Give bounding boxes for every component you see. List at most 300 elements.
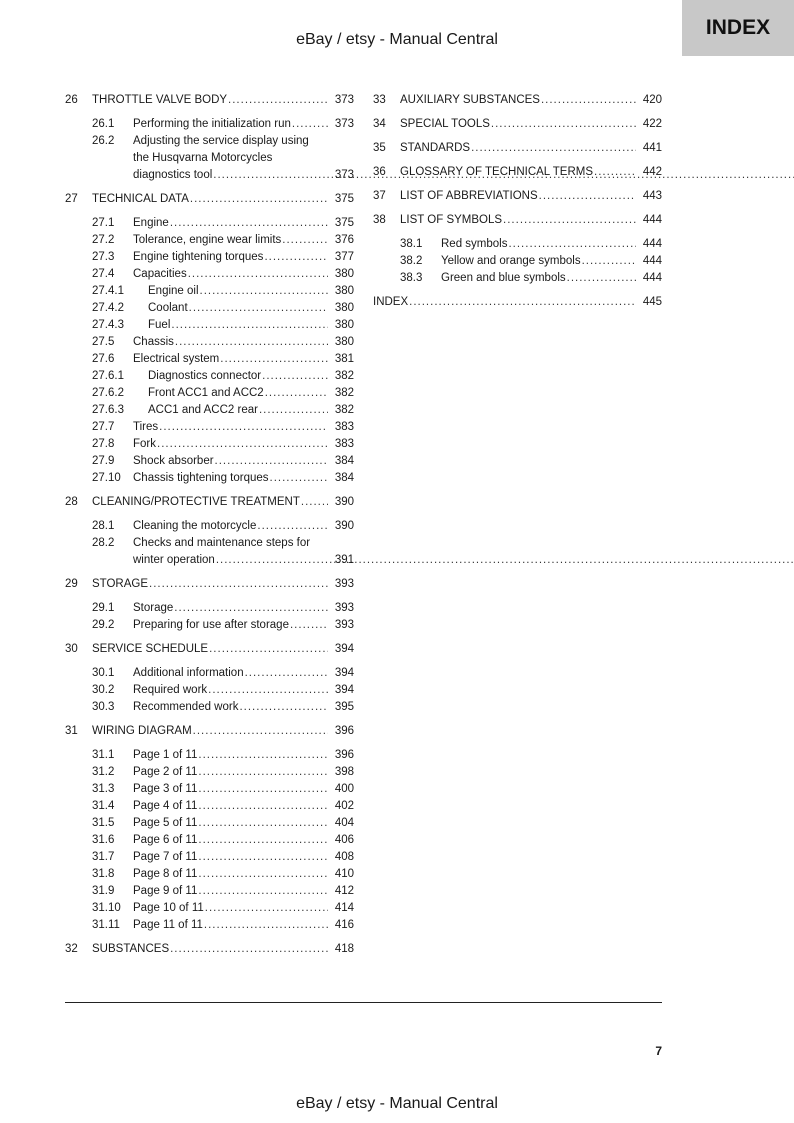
toc-entry-title-text: Fuel	[148, 319, 171, 331]
toc-entry-page: 391	[334, 554, 354, 566]
toc-entry-number: 31.11	[92, 919, 120, 931]
toc-entry-number: 32	[65, 943, 78, 955]
toc-entry-number: 28.1	[92, 520, 115, 532]
toc-entry-title-line: Checks and maintenance steps for	[133, 537, 311, 549]
toc-entry[interactable]	[65, 283, 354, 300]
toc-entry-number: 31.4	[92, 800, 115, 812]
toc-entry-title-text: Page 10 of 11	[133, 902, 204, 914]
toc-entry-number: 27.6	[92, 353, 115, 365]
toc-entry-page: 412	[334, 885, 354, 897]
toc-entry-title-text: STANDARDS	[400, 142, 471, 154]
toc-entry-page: 443	[642, 190, 662, 202]
toc-entry-page: 396	[334, 749, 354, 761]
toc-entry-page: 380	[334, 319, 354, 331]
toc-entry-page: 420	[642, 94, 662, 106]
dot-leader	[198, 815, 328, 832]
dot-leader	[209, 641, 328, 658]
toc-entry-title-text: Page 7 of 11	[133, 851, 198, 863]
toc-entry-title	[133, 249, 328, 266]
toc-entry-title-text: Chassis tightening torques	[133, 472, 269, 484]
toc-entry-title	[441, 270, 636, 287]
toc-entry-title-text: Front ACC1 and ACC2	[148, 387, 264, 399]
toc-entry-page: 382	[334, 404, 354, 416]
toc-entry-title	[133, 798, 328, 815]
toc-entry-number: 31.7	[92, 851, 115, 863]
toc-entry[interactable]	[65, 92, 354, 109]
toc-entry-title	[373, 294, 636, 311]
toc-entry[interactable]	[65, 900, 354, 917]
toc-entry-title	[400, 116, 636, 133]
toc-entry-title	[92, 641, 328, 658]
footer-divider	[65, 1002, 662, 1003]
toc-entry[interactable]	[373, 164, 662, 181]
dot-leader	[215, 453, 328, 470]
toc-entry-title	[133, 849, 328, 866]
toc-entry-title-text: LIST OF SYMBOLS	[400, 214, 503, 226]
dot-leader	[541, 92, 636, 109]
toc-entry-number: 36	[373, 166, 386, 178]
toc-left-column	[65, 88, 354, 958]
toc-entry[interactable]	[65, 617, 354, 634]
toc-entry-number: 27.9	[92, 455, 115, 467]
toc-entry-title	[133, 617, 328, 634]
toc-entry-title-text: Additional information	[133, 667, 244, 679]
toc-entry-number: 35	[373, 142, 386, 154]
toc-entry-title-text: Page 2 of 11	[133, 766, 198, 778]
toc-entry-title-text: Fork	[133, 438, 156, 450]
toc-entry-page: 408	[334, 851, 354, 863]
toc-entry-number: 26.1	[92, 118, 115, 130]
toc-entry-number: 27.8	[92, 438, 115, 450]
toc-entry-page: 402	[334, 800, 354, 812]
toc-entry-page: 394	[334, 643, 354, 655]
toc-entry[interactable]	[373, 188, 662, 205]
toc-entry-title	[133, 883, 328, 900]
toc-entry-page: 400	[334, 783, 354, 795]
dot-leader	[257, 518, 328, 535]
toc-entry-page: 373	[334, 169, 354, 181]
toc-entry-title-text: WIRING DIAGRAM	[92, 725, 192, 737]
toc-entry-page: 393	[334, 619, 354, 631]
dot-leader	[188, 266, 328, 283]
toc-entry[interactable]	[65, 215, 354, 232]
toc-entry-page: 380	[334, 268, 354, 280]
toc-entry-number: 30.1	[92, 667, 115, 679]
toc-entry-number: 27	[65, 193, 78, 205]
toc-entry-number: 31.6	[92, 834, 115, 846]
toc-entry-number: 31.3	[92, 783, 115, 795]
toc-entry-number: 31.9	[92, 885, 115, 897]
dot-leader	[491, 116, 636, 133]
toc-entry-number: 27.1	[92, 217, 115, 229]
toc-entry-title	[400, 188, 636, 205]
dot-leader	[198, 781, 328, 798]
toc-entry-number: 29.1	[92, 602, 115, 614]
toc-entry[interactable]	[65, 941, 354, 958]
toc-entry-title	[133, 815, 328, 832]
toc-entry[interactable]	[373, 294, 662, 311]
toc-entry-title	[441, 236, 636, 253]
toc-entry-page: 373	[334, 118, 354, 130]
toc-entry-title	[92, 92, 328, 109]
toc-entry-page: 380	[334, 336, 354, 348]
toc-entry-title-line: the Husqvarna Motorcycles	[133, 152, 273, 164]
dot-leader	[503, 212, 636, 229]
toc-entry-title-text: Capacities	[133, 268, 187, 280]
toc-entry-title-text: SPECIAL TOOLS	[400, 118, 490, 130]
toc-entry[interactable]	[65, 781, 354, 798]
toc-entry-title	[92, 576, 328, 593]
dot-leader	[301, 494, 328, 511]
toc-entry-title	[133, 900, 328, 917]
toc-entry-title	[133, 266, 328, 283]
toc-entry[interactable]	[373, 116, 662, 133]
toc-entry[interactable]	[65, 849, 354, 866]
toc-entry-page: 373	[334, 94, 354, 106]
dot-leader	[290, 617, 328, 634]
dot-leader	[228, 92, 328, 109]
dot-leader	[220, 351, 328, 368]
toc-entry[interactable]	[65, 883, 354, 900]
toc-entry-title	[133, 232, 328, 249]
toc-entry-title-text: Preparing for use after storage	[133, 619, 289, 631]
toc-entry-page: 383	[334, 438, 354, 450]
toc-entry-title	[133, 917, 328, 934]
dot-leader	[190, 191, 328, 208]
toc-entry[interactable]	[65, 815, 354, 832]
toc-entry-page: 406	[334, 834, 354, 846]
toc-entry-title-text: ACC1 and ACC2 rear	[148, 404, 258, 416]
toc-entry-number: 38.1	[400, 238, 423, 250]
toc-entry-number: 27.4.2	[92, 302, 124, 314]
toc-entry-title-text: Page 5 of 11	[133, 817, 198, 829]
toc-entry[interactable]	[65, 266, 354, 283]
toc-entry-number: 37	[373, 190, 386, 202]
toc-entry-number: 26.2	[92, 135, 115, 147]
toc-entry-title-text: Engine oil	[148, 285, 199, 297]
toc-entry-number: 30	[65, 643, 78, 655]
dot-leader	[204, 917, 328, 934]
dot-leader	[198, 883, 328, 900]
toc-entry-page: 384	[334, 455, 354, 467]
toc-entry[interactable]	[65, 453, 354, 470]
toc-entry-title-text: Engine tightening torques	[133, 251, 264, 263]
toc-entry-title-text: Red symbols	[441, 238, 508, 250]
toc-entry-page: 380	[334, 302, 354, 314]
dot-leader	[198, 798, 328, 815]
toc-entry-page: 398	[334, 766, 354, 778]
toc-entry[interactable]	[65, 351, 354, 368]
toc-entry-title-text: LIST OF ABBREVIATIONS	[400, 190, 538, 202]
toc-entry-title-text: INDEX	[373, 296, 409, 308]
dot-leader	[292, 116, 328, 133]
toc-entry-title-text: diagnostics tool	[133, 169, 213, 181]
toc-entry-number: 26	[65, 94, 78, 106]
toc-entry-number: 27.6.3	[92, 404, 124, 416]
toc-entry-number: 28.2	[92, 537, 115, 549]
toc-entry-title	[133, 747, 328, 764]
toc-entry-page: 444	[642, 214, 662, 226]
toc-entry[interactable]	[65, 665, 354, 682]
dot-leader	[198, 849, 328, 866]
toc-entry[interactable]	[65, 518, 354, 535]
toc-entry-title	[133, 665, 328, 682]
dot-leader	[170, 941, 328, 958]
toc-entry-page: 375	[334, 193, 354, 205]
toc-entry-number: 27.4.1	[92, 285, 124, 297]
toc-entry-title	[92, 941, 328, 958]
toc-entry[interactable]	[373, 140, 662, 157]
dot-leader	[208, 682, 328, 699]
toc-entry-title-text: Page 8 of 11	[133, 868, 198, 880]
toc-entry-page: 445	[642, 296, 662, 308]
toc-entry-title-text: TECHNICAL DATA	[92, 193, 189, 205]
toc-entry[interactable]	[65, 419, 354, 436]
toc-entry-title-text: Performing the initialization run	[133, 118, 291, 130]
toc-entry-title-text: Page 6 of 11	[133, 834, 198, 846]
toc-entry-title-text: CLEANING/PROTECTIVE TREATMENT	[92, 496, 300, 508]
toc-entry[interactable]	[65, 317, 354, 334]
toc-entry-title-text: GLOSSARY OF TECHNICAL TERMS	[400, 166, 593, 178]
toc-entry[interactable]	[65, 600, 354, 617]
toc-entry-title-text: Page 3 of 11	[133, 783, 198, 795]
toc-entry-title	[148, 368, 328, 385]
toc-entry-page: 404	[334, 817, 354, 829]
toc-entry[interactable]	[65, 764, 354, 781]
toc-entry-page: 418	[334, 943, 354, 955]
toc-entry[interactable]	[65, 832, 354, 849]
dot-leader	[409, 294, 636, 311]
toc-entry[interactable]	[65, 682, 354, 699]
toc-entry[interactable]	[65, 385, 354, 402]
toc-entry-page: 394	[334, 684, 354, 696]
toc-entry-number: 38.3	[400, 272, 423, 284]
toc-entry-number: 31.8	[92, 868, 115, 880]
toc-entry-number: 27.6.1	[92, 370, 124, 382]
dot-leader	[198, 747, 328, 764]
toc-entry-title-text: Page 11 of 11	[133, 919, 203, 931]
dot-leader	[270, 470, 328, 487]
toc-entry-title	[148, 402, 328, 419]
dot-leader	[149, 576, 328, 593]
dot-leader	[264, 249, 328, 266]
toc-entry-page: 414	[334, 902, 354, 914]
toc-entry[interactable]	[65, 334, 354, 351]
toc-entry-title	[133, 436, 328, 453]
toc-entry-title-text: Tolerance, engine wear limits	[133, 234, 282, 246]
dot-leader	[508, 236, 636, 253]
toc-entry-title	[148, 283, 328, 300]
toc-entry-title	[148, 317, 328, 334]
toc-entry-number: 30.3	[92, 701, 115, 713]
toc-entry[interactable]	[65, 470, 354, 487]
toc-entry-title	[400, 212, 636, 229]
dot-leader	[239, 699, 328, 716]
toc-entry[interactable]	[373, 236, 662, 253]
toc-entry-title-text: Page 1 of 11	[133, 749, 198, 761]
toc-entry-number: 29.2	[92, 619, 115, 631]
dot-leader	[200, 283, 328, 300]
toc-entry-title	[133, 334, 328, 351]
dot-leader	[262, 368, 328, 385]
toc-entry-page: 395	[334, 701, 354, 713]
dot-leader	[198, 832, 328, 849]
toc-entry-title-text: AUXILIARY SUBSTANCES	[400, 94, 540, 106]
toc-entry-title	[92, 723, 328, 740]
toc-entry[interactable]	[65, 747, 354, 764]
header-banner: eBay / etsy - Manual Central	[296, 31, 498, 48]
toc-entry-number: 31.2	[92, 766, 115, 778]
toc-entry-title	[133, 866, 328, 883]
toc-entry[interactable]	[65, 798, 354, 815]
toc-entry-title-text: Tires	[133, 421, 159, 433]
toc-entry[interactable]	[373, 212, 662, 229]
toc-entry-title-text: Storage	[133, 602, 174, 614]
index-tab: INDEX	[682, 0, 794, 56]
toc-entry-title-text: Page 9 of 11	[133, 885, 198, 897]
toc-entry-page: 390	[334, 496, 354, 508]
toc-entry[interactable]	[65, 576, 354, 593]
toc-entry-title	[400, 164, 636, 181]
toc-entry-number: 34	[373, 118, 386, 130]
toc-entry[interactable]	[65, 191, 354, 208]
dot-leader	[171, 317, 328, 334]
toc-entry-number: 27.7	[92, 421, 115, 433]
toc-entry[interactable]	[65, 402, 354, 419]
toc-entry-title-text: Yellow and orange symbols	[441, 255, 581, 267]
toc-entry-title	[148, 385, 328, 402]
toc-entry-page: 441	[642, 142, 662, 154]
toc-entry[interactable]	[65, 723, 354, 740]
dot-leader	[216, 552, 794, 569]
toc-entry-title	[133, 215, 328, 232]
toc-entry[interactable]	[65, 300, 354, 317]
toc-entry-number: 38	[373, 214, 386, 226]
toc-right-column	[373, 88, 662, 311]
toc-entry-title	[133, 682, 328, 699]
toc-entry-page: 393	[334, 578, 354, 590]
toc-entry-title	[400, 140, 636, 157]
toc-entry-title	[441, 253, 636, 270]
toc-entry[interactable]	[65, 535, 354, 569]
toc-entry[interactable]	[65, 436, 354, 453]
toc-entry-title	[133, 116, 328, 133]
toc-entry-page: 375	[334, 217, 354, 229]
toc-entry[interactable]	[373, 253, 662, 270]
dot-leader	[582, 253, 636, 270]
toc-entry-number: 38.2	[400, 255, 423, 267]
toc-entry[interactable]	[65, 232, 354, 249]
toc-entry-title	[133, 419, 328, 436]
toc-entry-number: 31.10	[92, 902, 121, 914]
toc-entry-title	[92, 494, 328, 511]
toc-entry-title-text: STORAGE	[92, 578, 149, 590]
toc-entry-title	[133, 351, 328, 368]
dot-leader	[539, 188, 636, 205]
dot-leader	[265, 385, 328, 402]
toc-entry[interactable]	[65, 368, 354, 385]
toc-entry-title	[133, 535, 328, 569]
toc-entry-title-text: SERVICE SCHEDULE	[92, 643, 209, 655]
toc-entry[interactable]	[65, 917, 354, 934]
toc-entry-number: 27.5	[92, 336, 115, 348]
toc-entry-page: 442	[642, 166, 662, 178]
toc-entry-title-text: Cleaning the motorcycle	[133, 520, 257, 532]
toc-entry-title-text: Shock absorber	[133, 455, 214, 467]
toc-entry-page: 416	[334, 919, 354, 931]
toc-entry[interactable]	[65, 641, 354, 658]
dot-leader	[193, 723, 328, 740]
toc-entry-number: 29	[65, 578, 78, 590]
toc-entry-number: 30.2	[92, 684, 115, 696]
toc-entry-title-text: Recommended work	[133, 701, 239, 713]
toc-entry-title-line: Adjusting the service display using	[133, 135, 309, 147]
toc-entry-number: 27.2	[92, 234, 115, 246]
dot-leader	[198, 764, 328, 781]
toc-entry[interactable]	[373, 92, 662, 109]
toc-entry-title-text: Page 4 of 11	[133, 800, 198, 812]
toc-entry-page: 382	[334, 370, 354, 382]
toc-entry-title	[133, 453, 328, 470]
toc-entry-page: 422	[642, 118, 662, 130]
footer-banner: eBay / etsy - Manual Central	[296, 1095, 498, 1112]
dot-leader	[159, 419, 328, 436]
toc-entry[interactable]	[65, 494, 354, 511]
toc-entry-number: 27.3	[92, 251, 115, 263]
toc-entry-title-text: Chassis	[133, 336, 174, 348]
dot-leader	[189, 300, 328, 317]
dot-leader	[567, 270, 636, 287]
toc-entry-page: 383	[334, 421, 354, 433]
toc-entry-title-text: winter operation	[133, 554, 215, 566]
toc-entry-page: 381	[334, 353, 354, 365]
toc-entry[interactable]	[65, 133, 354, 184]
toc-entry-title-text: Required work	[133, 684, 208, 696]
toc-entry-page: 382	[334, 387, 354, 399]
toc-entry-title	[133, 133, 328, 184]
toc-entry-title	[148, 300, 328, 317]
toc-entry-title	[92, 191, 328, 208]
toc-entry-number: 33	[373, 94, 386, 106]
toc-entry[interactable]	[65, 249, 354, 266]
dot-leader	[170, 215, 328, 232]
toc-entry-title	[133, 781, 328, 798]
toc-entry[interactable]	[65, 699, 354, 716]
toc-entry-title-text: SUBSTANCES	[92, 943, 170, 955]
toc-entry-page: 376	[334, 234, 354, 246]
dot-leader	[205, 900, 328, 917]
dot-leader	[282, 232, 328, 249]
dot-leader	[594, 164, 636, 181]
dot-leader	[157, 436, 328, 453]
page-number: 7	[655, 1044, 662, 1058]
toc-entry-title	[133, 600, 328, 617]
toc-entry-title-text: THROTTLE VALVE BODY	[92, 94, 228, 106]
toc-entry[interactable]	[65, 116, 354, 133]
dot-leader	[198, 866, 328, 883]
toc-entry-page: 393	[334, 602, 354, 614]
toc-entry-page: 444	[642, 238, 662, 250]
dot-leader	[175, 334, 328, 351]
toc-entry[interactable]	[65, 866, 354, 883]
toc-entry-title-text: Electrical system	[133, 353, 220, 365]
toc-entry-title-text: Diagnostics connector	[148, 370, 262, 382]
toc-entry-title	[400, 92, 636, 109]
dot-leader	[471, 140, 636, 157]
toc-entry-number: 27.4.3	[92, 319, 124, 331]
toc-entry-number: 27.10	[92, 472, 121, 484]
toc-entry[interactable]	[373, 270, 662, 287]
